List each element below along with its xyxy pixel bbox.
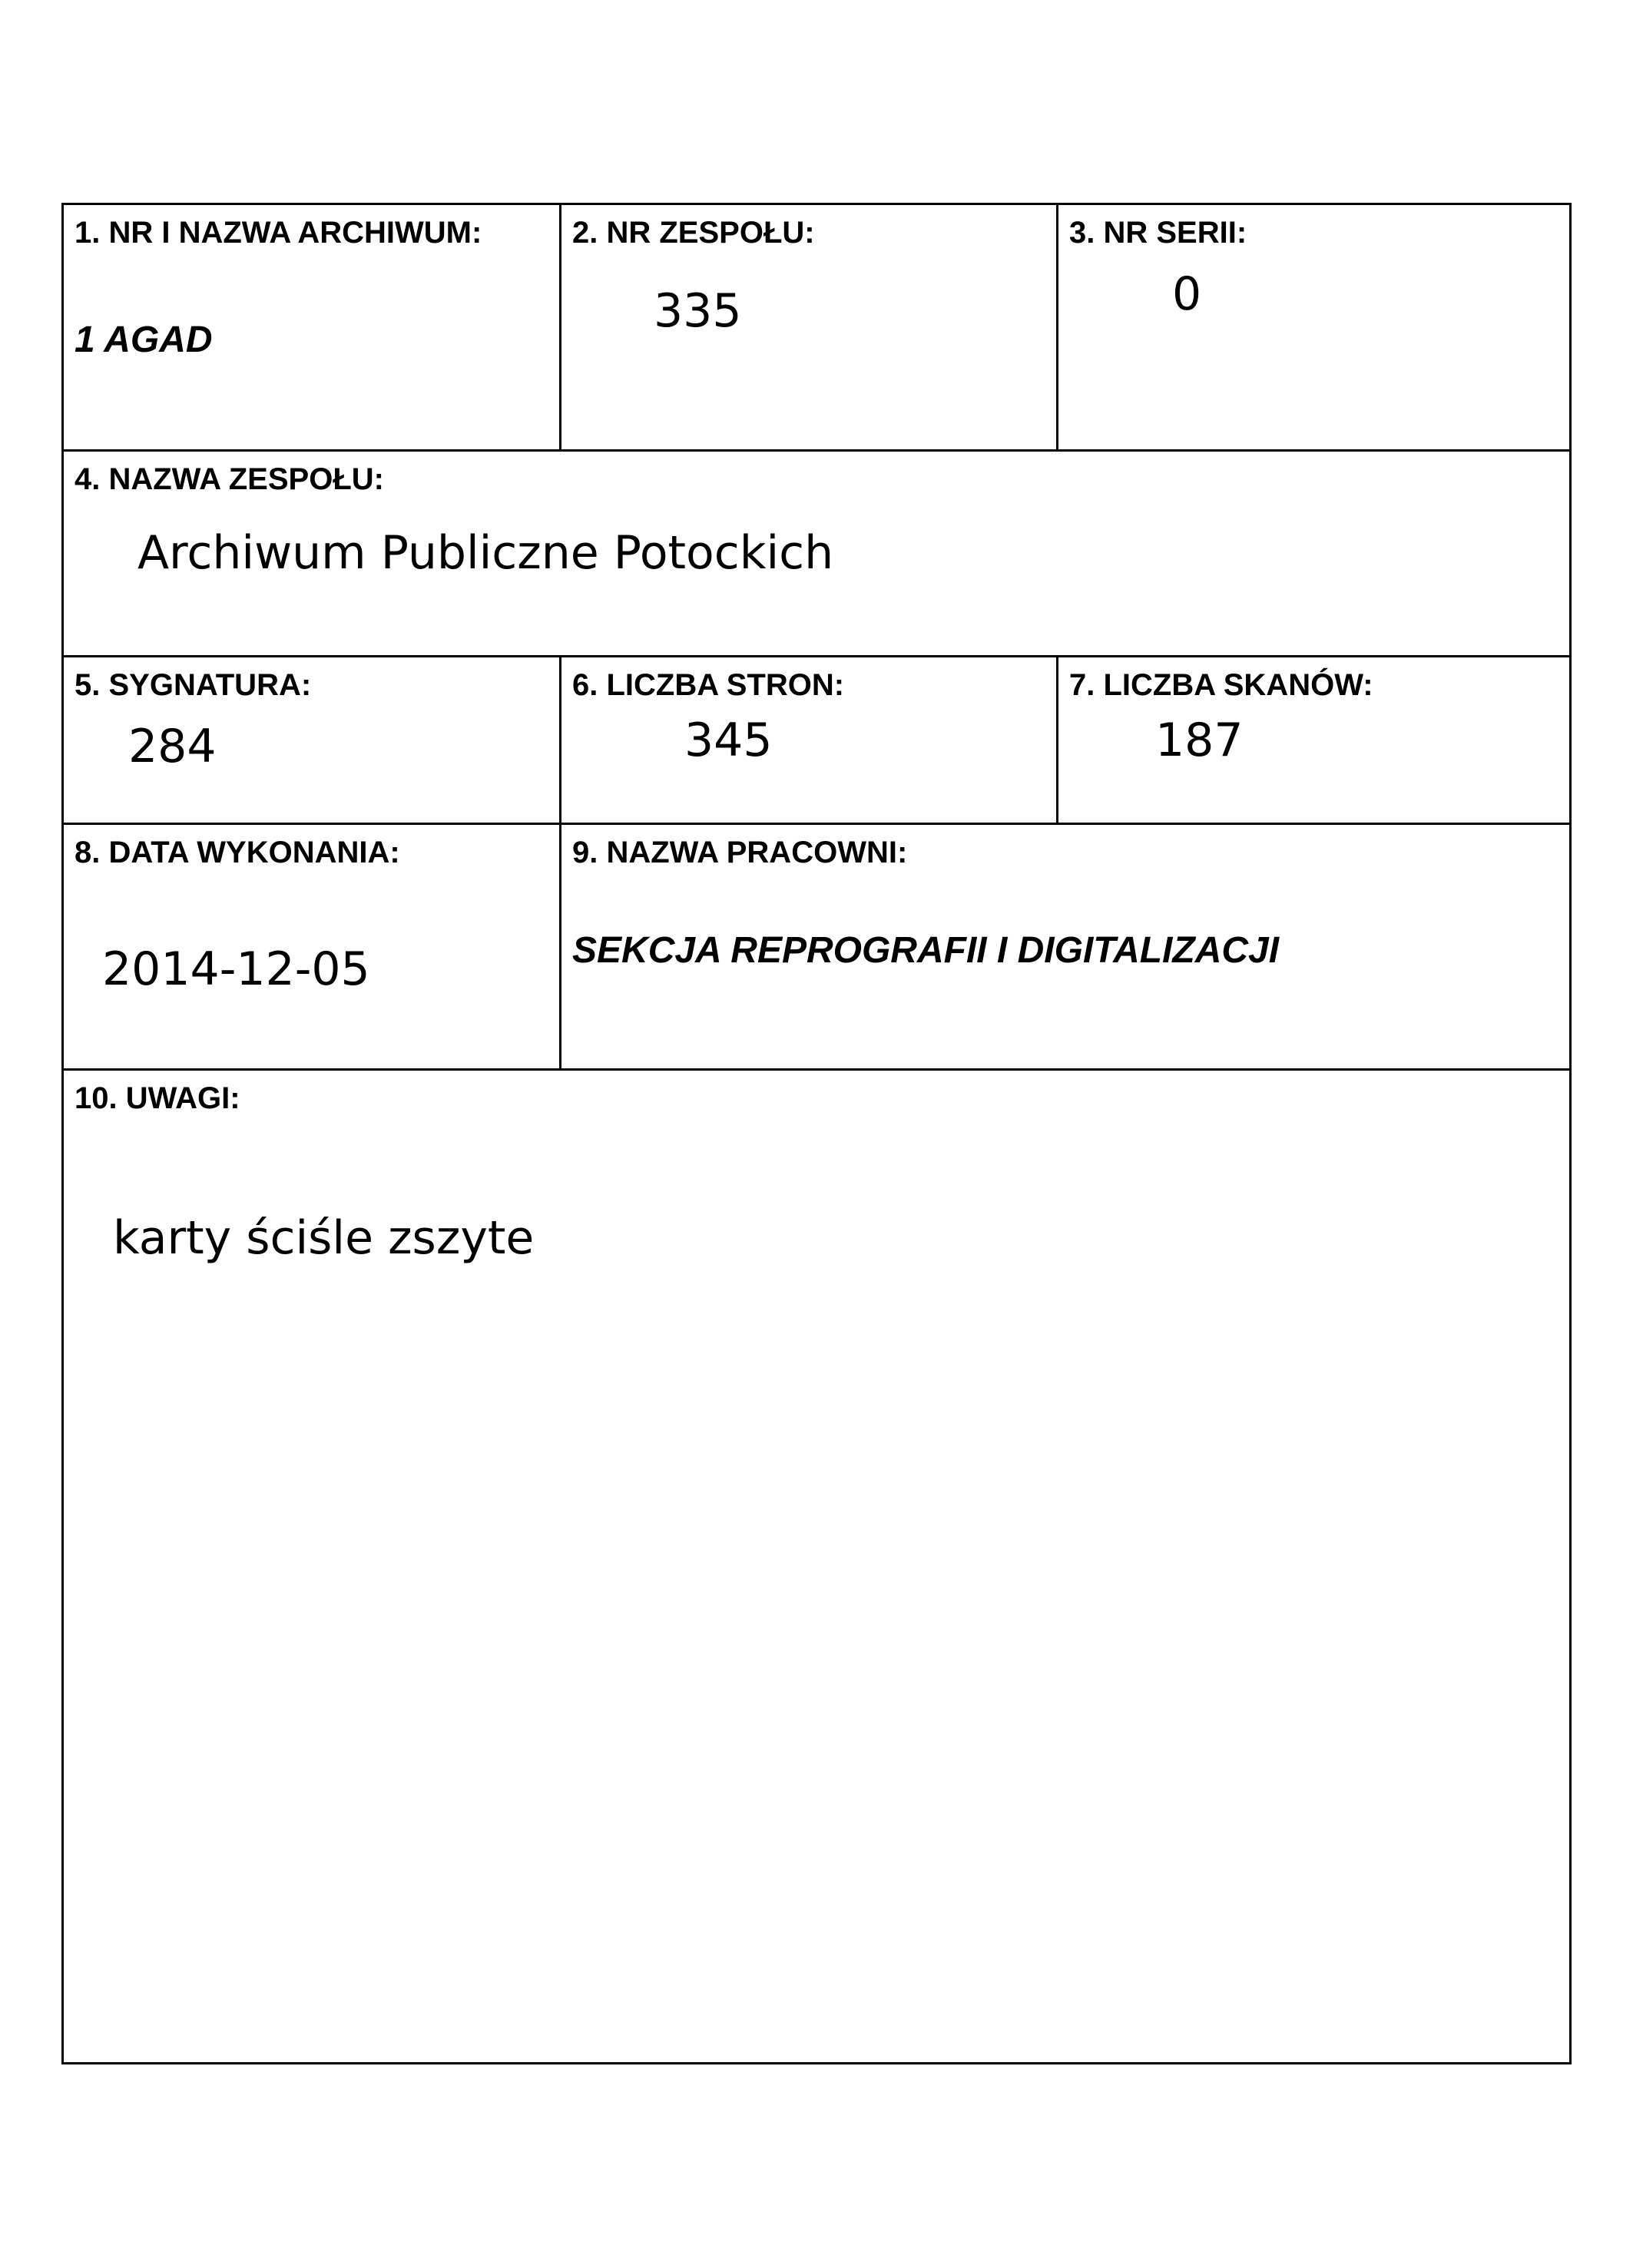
field-signature-label: 5. SYGNATURA: xyxy=(75,668,312,702)
field-date-value: 2014-12-05 xyxy=(102,942,370,996)
field-fonds-number-value: 335 xyxy=(654,284,742,338)
field-fonds-name-value: Archiwum Publiczne Potockich xyxy=(137,526,834,580)
field-series-number-value: 0 xyxy=(1172,267,1202,321)
field-fonds-name-label: 4. NAZWA ZESPOŁU: xyxy=(75,462,384,496)
field-page-count-value: 345 xyxy=(684,714,773,767)
field-date-label: 8. DATA WYKONANIA: xyxy=(75,836,400,869)
field-signature-value: 284 xyxy=(128,720,217,773)
field-scan-count-value: 187 xyxy=(1155,714,1244,767)
field-fonds-number-label: 2. NR ZESPOŁU: xyxy=(572,216,815,250)
field-fonds-name xyxy=(64,449,1569,655)
field-remarks-value: karty ściśle zszyte xyxy=(113,1211,535,1265)
archive-metadata-form xyxy=(61,203,1572,2064)
field-signature xyxy=(64,655,559,823)
field-workshop xyxy=(559,823,1569,1068)
field-page-count-label: 6. LICZBA STRON: xyxy=(572,668,845,702)
field-fonds-number xyxy=(559,205,1056,449)
field-archive-value: 1 AGAD xyxy=(75,320,213,360)
field-date xyxy=(64,823,559,1068)
field-scan-count-label: 7. LICZBA SKANÓW: xyxy=(1069,668,1373,702)
field-archive-label: 1. NR I NAZWA ARCHIWUM: xyxy=(75,216,482,250)
field-series-number-label: 3. NR SERII: xyxy=(1069,216,1247,250)
field-archive xyxy=(64,205,559,449)
field-remarks-label: 10. UWAGI: xyxy=(75,1081,240,1115)
field-remarks xyxy=(64,1068,1569,2062)
field-workshop-value: SEKCJA REPROGRAFII I DIGITALIZACJI xyxy=(572,930,1280,971)
field-page-count xyxy=(559,655,1056,823)
field-scan-count xyxy=(1056,655,1569,823)
field-workshop-label: 9. NAZWA PRACOWNI: xyxy=(572,836,908,869)
field-series-number xyxy=(1056,205,1569,449)
